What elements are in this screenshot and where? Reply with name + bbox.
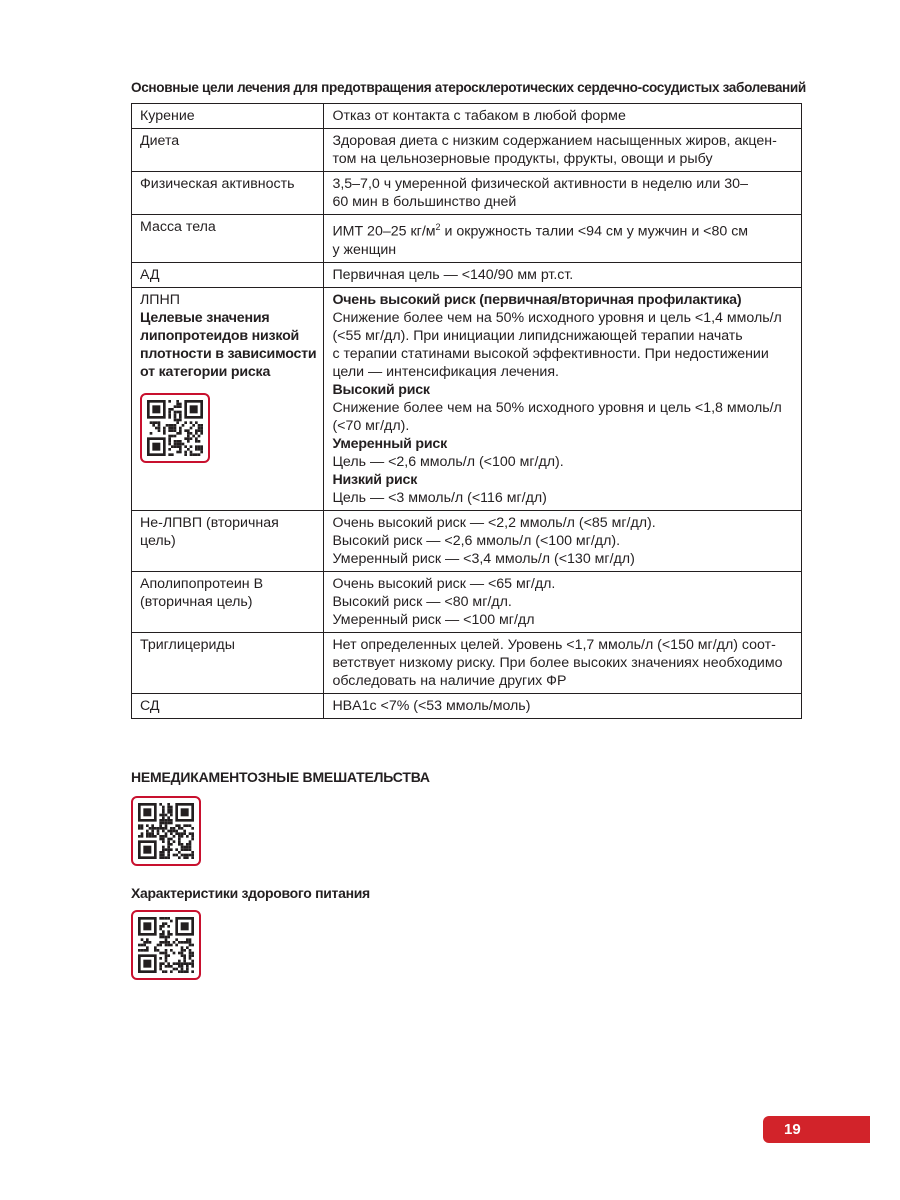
row-value-line: Высокий риск — <80 мг/дл. <box>332 593 512 610</box>
treatment-goals-table <box>131 103 802 719</box>
row-value <box>324 510 802 571</box>
table-row <box>132 287 802 510</box>
row-value-line: ветствует низкому риску. При более высоких значениях необходимо <box>332 654 783 671</box>
risk-title: Умеренный риск <box>332 435 447 452</box>
table-row <box>132 172 802 215</box>
row-label: АД <box>132 262 324 287</box>
row-value <box>324 262 802 287</box>
row-label-bold-line: плотности в зависимости <box>140 345 317 362</box>
risk-title: Высокий риск <box>332 381 430 398</box>
table-row <box>132 215 802 263</box>
section-heading: НЕМЕДИКАМЕНТОЗНЫЕ ВМЕШАТЕЛЬСТВА <box>131 769 430 785</box>
qr-code-icon <box>147 400 203 456</box>
row-value-line <box>332 218 794 241</box>
row-value-line: Первичная цель — <140/90 мм рт.ст. <box>332 266 574 283</box>
row-label-line: (вторичная цель) <box>140 593 253 610</box>
bmi-text: ИМТ 20–25 кг/м <box>332 223 436 240</box>
row-label: Триглицериды <box>132 632 324 693</box>
row-value-line: Очень высокий риск — <65 мг/дл. <box>332 575 556 592</box>
row-label-ldl <box>132 287 324 510</box>
qr-code[interactable] <box>140 393 210 463</box>
row-label: СД <box>132 693 324 718</box>
table-row <box>132 262 802 287</box>
risk-title: Низкий риск <box>332 471 418 488</box>
row-label: Диета <box>132 129 324 172</box>
table-caption: Основные цели лечения для предотвращения атеросклеротических сердечно-сосудистых заболеваний <box>131 80 806 95</box>
risk-title: Очень высокий риск (первичная/вторичная профилактика) <box>332 291 742 308</box>
row-value <box>324 104 802 129</box>
row-value-line: Здоровая диета с низким содержанием насыщенных жиров, акцен- <box>332 133 777 149</box>
superscript: 2 <box>435 222 441 232</box>
row-value-line: Снижение более чем на 50% исходного уровня и цель <1,4 ммоль/л <box>332 309 782 326</box>
row-value-line: Цель — <3 ммоль/л (<116 мг/дл) <box>332 489 547 506</box>
row-label: Курение <box>132 104 324 129</box>
subheading: Характеристики здорового питания <box>131 885 370 901</box>
page-number-badge: 19 <box>763 1116 870 1143</box>
row-value-line: (<55 мг/дл). При инициации липидснижающей терапии начать <box>332 327 743 344</box>
row-value <box>324 693 802 718</box>
row-value-line: Высокий риск — <2,6 ммоль/л (<100 мг/дл). <box>332 532 621 549</box>
row-label-line: Аполипопротеин В <box>140 575 264 592</box>
qr-code[interactable] <box>131 910 201 980</box>
row-value-line: 3,5–7,0 ч умеренной физической активности в неделю или 30– <box>332 176 748 192</box>
row-value-line: 60 мин в большинство дней <box>332 194 517 210</box>
row-label-line: Не-ЛПВП (вторичная <box>140 514 279 531</box>
row-label: Физическая активность <box>132 172 324 215</box>
row-label-line: цель) <box>140 532 176 549</box>
row-value-line: (<70 мг/дл). <box>332 417 410 434</box>
row-value-line: у женщин <box>332 241 397 258</box>
table-row <box>132 571 802 632</box>
row-label-text: ЛПНП <box>140 291 180 308</box>
table-row <box>132 693 802 718</box>
row-value-line: Умеренный риск — <3,4 ммоль/л (<130 мг/дл) <box>332 550 635 567</box>
row-value <box>324 571 802 632</box>
row-value-line: Умеренный риск — <100 мг/дл <box>332 611 535 628</box>
row-value <box>324 632 802 693</box>
waist-text: и окружность талии <94 см у мужчин и <80 см <box>440 223 749 240</box>
table-row <box>132 632 802 693</box>
row-value <box>324 172 802 215</box>
row-value <box>324 215 802 263</box>
table-row <box>132 510 802 571</box>
row-label <box>132 571 324 632</box>
row-label-bold-line: липопротеидов низкой <box>140 327 300 344</box>
row-label-bold-line: Целевые значения <box>140 309 270 326</box>
row-value-line: обследовать на наличие других ФР <box>332 672 567 689</box>
row-value-line: цели — интенсификация лечения. <box>332 363 559 380</box>
row-value <box>324 129 802 172</box>
row-label: Масса тела <box>132 215 324 263</box>
row-value-line: Нет определенных целей. Уровень <1,7 ммоль/л (<150 мг/дл) соот- <box>332 636 776 653</box>
table-row <box>132 104 802 129</box>
row-value-line: Снижение более чем на 50% исходного уровня и цель <1,8 ммоль/л <box>332 399 782 416</box>
table-row <box>132 129 802 172</box>
row-value-line: Цель — <2,6 ммоль/л (<100 мг/дл). <box>332 453 564 470</box>
row-value <box>324 287 802 510</box>
row-label <box>132 510 324 571</box>
row-value-line: HBA1c <7% (<53 ммоль/моль) <box>332 697 531 714</box>
row-value-line: с терапии статинами высокой эффективности. При недостижении <box>332 345 769 362</box>
qr-code-icon <box>138 803 194 859</box>
qr-code[interactable] <box>131 796 201 866</box>
row-value-line: Отказ от контакта с табаком в любой форме <box>332 108 626 124</box>
qr-code-icon <box>138 917 194 973</box>
row-value-line: том на цельнозерновые продукты, фрукты, овощи и рыбу <box>332 151 713 167</box>
row-label-bold-line: от категории риска <box>140 363 271 380</box>
row-value-line: Очень высокий риск — <2,2 ммоль/л (<85 мг/дл). <box>332 514 656 531</box>
